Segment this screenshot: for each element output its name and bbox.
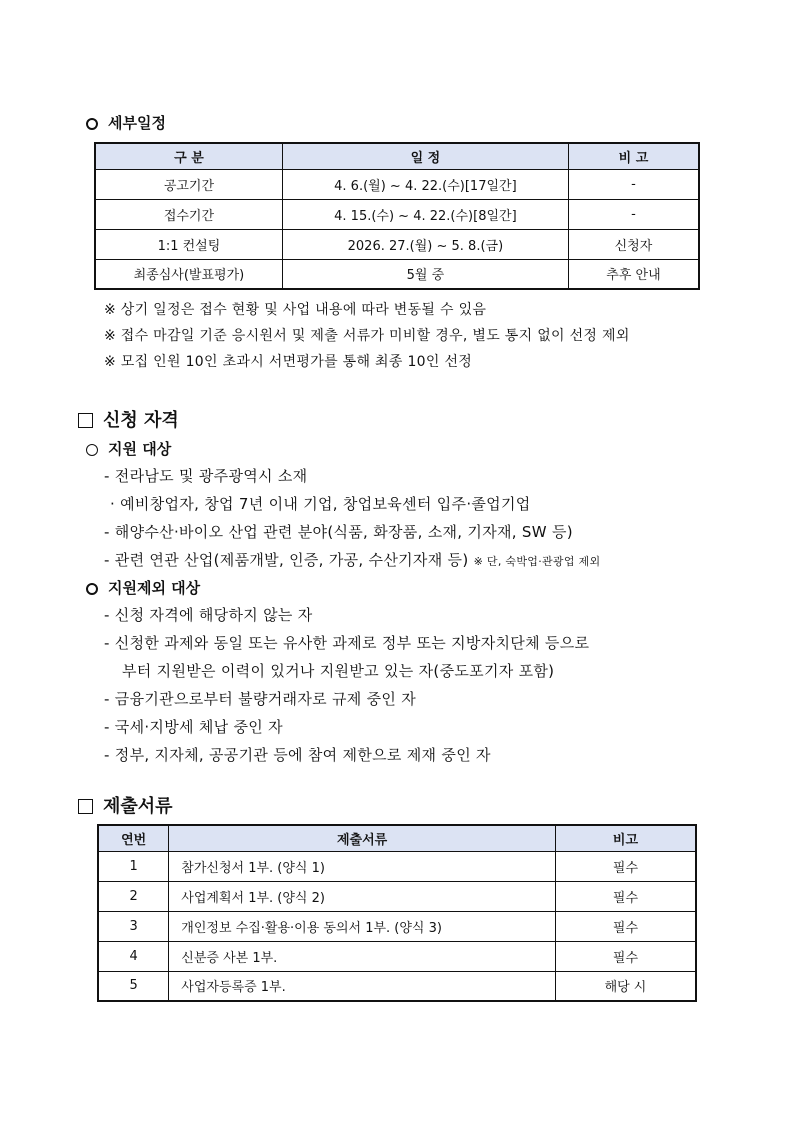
table-cell: -: [568, 169, 699, 199]
schedule-heading: 세부일정: [86, 112, 166, 133]
schedule-note: ※ 상기 일정은 접수 현황 및 사업 내용에 따라 변동될 수 있음: [104, 302, 487, 318]
table-cell: 필수: [555, 851, 696, 881]
table-cell: 4: [98, 941, 169, 971]
table-cell: 1:1 컨설팅: [95, 229, 282, 259]
table-cell: -: [568, 199, 699, 229]
target-heading: 지원 대상: [86, 438, 171, 459]
documents-header-number: 연번: [98, 825, 169, 851]
table-cell: 공고기간: [95, 169, 282, 199]
schedule-table: [94, 142, 700, 290]
table-cell: 2026. 27.(월) ~ 5. 8.(금): [282, 229, 568, 259]
square-bullet-icon: [78, 413, 93, 428]
table-cell: 사업계획서 1부. (양식 2): [169, 881, 556, 911]
documents-header-note: 비고: [555, 825, 696, 851]
table-cell: 2: [98, 881, 169, 911]
schedule-header-row: [95, 143, 699, 169]
documents-header-row: [98, 825, 696, 851]
exclusion-note: ※ 단, 숙박업·관광업 제외: [473, 555, 601, 568]
schedule-note: ※ 모집 인원 10인 초과시 서면평가를 통해 최종 10인 선정: [104, 354, 473, 370]
table-row: [95, 199, 699, 229]
schedule-header-category: 구 분: [95, 143, 282, 169]
schedule-note: ※ 접수 마감일 기준 응시원서 및 제출 서류가 미비할 경우, 별도 통지 없이 선정 제외: [104, 328, 630, 344]
list-item: - 신청 자격에 해당하지 않는 자: [104, 606, 313, 624]
table-cell: 5: [98, 971, 169, 1001]
list-item: - 정부, 지자체, 공공기관 등에 참여 제한으로 제재 중인 자: [104, 746, 491, 764]
documents-table: [97, 824, 697, 1002]
table-cell: 개인정보 수집·활용·이용 동의서 1부. (양식 3): [169, 911, 556, 941]
list-item: - 해양수산·바이오 산업 관련 분야(식품, 화장품, 소재, 기자재, SW 등): [104, 523, 573, 541]
table-row: [95, 229, 699, 259]
table-cell: 4. 6.(월) ~ 4. 22.(수)[17일간]: [282, 169, 568, 199]
list-item: - 신청한 과제와 동일 또는 유사한 과제로 정부 또는 지방자치단체 등으로: [104, 634, 590, 652]
list-item: - 국세·지방세 체납 중인 자: [104, 718, 283, 736]
table-cell: 최종심사(발표평가): [95, 259, 282, 289]
table-row: [98, 881, 696, 911]
circle-bullet-icon: [86, 583, 98, 595]
schedule-header-date: 일 정: [282, 143, 568, 169]
eligibility-heading: 신청 자격: [78, 406, 179, 432]
table-cell: 접수기간: [95, 199, 282, 229]
table-cell: 해당 시: [555, 971, 696, 1001]
table-cell: 4. 15.(수) ~ 4. 22.(수)[8일간]: [282, 199, 568, 229]
list-item: - 관련 연관 산업(제품개발, 인증, 가공, 수산기자재 등) ※ 단, 숙박업·관광업 제외: [104, 551, 601, 569]
circle-bullet-icon: [86, 118, 98, 130]
table-cell: 참가신청서 1부. (양식 1): [169, 851, 556, 881]
table-row: [98, 941, 696, 971]
table-row: [95, 169, 699, 199]
table-cell: 필수: [555, 911, 696, 941]
documents-heading: 제출서류: [78, 792, 173, 818]
table-row: [98, 911, 696, 941]
documents-header-document: 제출서류: [169, 825, 556, 851]
circle-bullet-icon: [86, 444, 98, 456]
table-cell: 신분증 사본 1부.: [169, 941, 556, 971]
table-cell: 필수: [555, 941, 696, 971]
table-row: [95, 259, 699, 289]
table-cell: 3: [98, 911, 169, 941]
table-row: [98, 851, 696, 881]
table-cell: 5월 중: [282, 259, 568, 289]
schedule-header-note: 비 고: [568, 143, 699, 169]
list-item: - 전라남도 및 광주광역시 소재: [104, 467, 308, 485]
table-cell: 사업자등록증 1부.: [169, 971, 556, 1001]
list-item: · 예비창업자, 창업 7년 이내 기업, 창업보육센터 입주·졸업기업: [110, 495, 531, 513]
list-item: 부터 지원받은 이력이 있거나 지원받고 있는 자(중도포기자 포함): [122, 662, 555, 680]
table-cell: 필수: [555, 881, 696, 911]
table-cell: 신청자: [568, 229, 699, 259]
table-cell: 1: [98, 851, 169, 881]
table-cell: 추후 안내: [568, 259, 699, 289]
list-item: - 금융기관으로부터 불량거래자로 규제 중인 자: [104, 690, 417, 708]
excluded-heading: 지원제외 대상: [86, 577, 200, 598]
table-row: [98, 971, 696, 1001]
square-bullet-icon: [78, 799, 93, 814]
